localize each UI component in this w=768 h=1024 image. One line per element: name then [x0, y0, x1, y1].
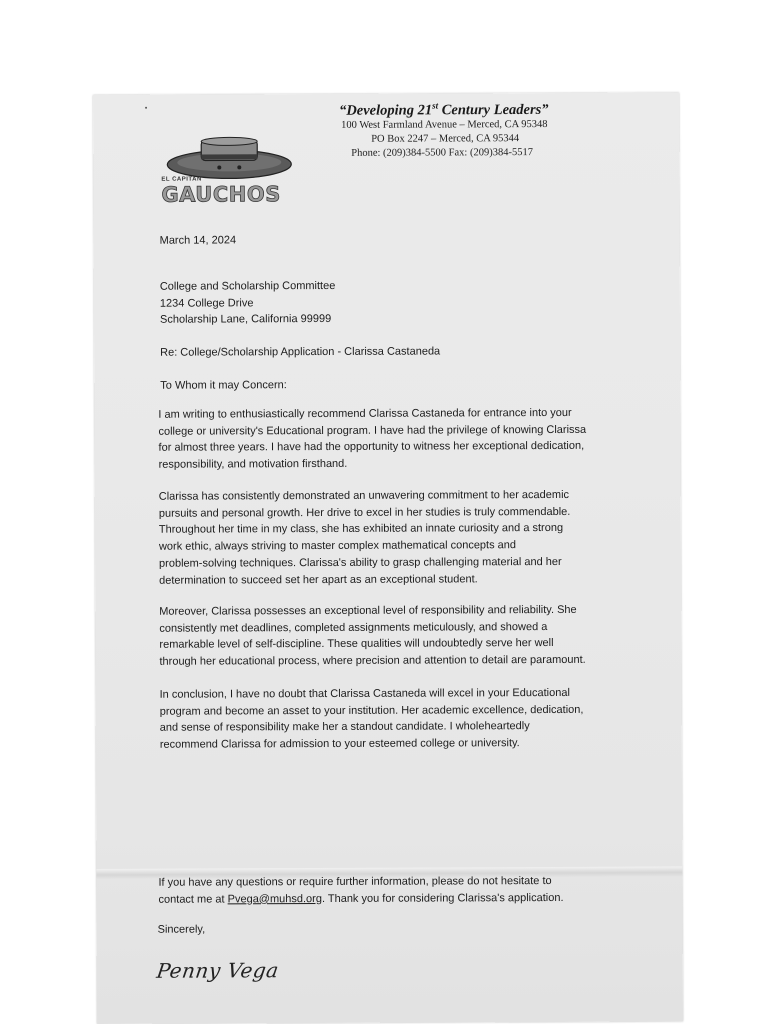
letter-sheet [93, 92, 683, 1024]
paragraph-line: and sense of responsibility make her a standout candidate. I wholeheartedly [159, 720, 530, 735]
paragraph-line: consistently met deadlines, completed assignments meticulously, and showed a [159, 620, 548, 635]
paragraph-line: Clarissa has consistently demonstrated an unwavering commitment to her academic [158, 488, 570, 503]
paragraph-line [158, 890, 563, 908]
paragraph-line: I am writing to enthusiastically recommend Clarissa Castaneda for entrance into your [158, 406, 572, 421]
body-paragraph-3 [159, 602, 586, 671]
paper-speck [145, 107, 147, 109]
paragraph-line: remarkable level of self-discipline. These qualities will undoubtedly serve her well [159, 637, 554, 652]
body-paragraph-1 [158, 405, 586, 474]
paragraph-line: Moreover, Clarissa possesses an exceptional level of responsibility and reliability. She [159, 603, 577, 618]
closing-text: contact me at [158, 893, 228, 906]
school-logo [161, 134, 297, 213]
paragraph-line: Throughout her time in my class, she has exhibited an innate curiosity and a strong [158, 522, 564, 537]
letterhead-po-box: PO Box 2247 – Merced, CA 95344 [371, 133, 520, 145]
closing-text-end: . Thank you for considering Clarissa's application. [321, 891, 564, 905]
sign-off: Sincerely, [157, 923, 206, 936]
paragraph-line: college or university's Educational program. I have had the privilege of knowing Clarissa [158, 423, 587, 438]
paragraph-line: responsibility, and motivation firsthand. [158, 458, 348, 471]
letterhead-street-address: 100 West Farmland Avenue – Merced, CA 95348 [341, 119, 548, 131]
paragraph-line: through her educational process, where precision and attention to detail are paramount. [159, 653, 586, 668]
salutation: To Whom it may Concern: [160, 379, 287, 392]
paragraph-line: program and become an asset to your institution. Her academic excellence, dedication, [159, 703, 584, 718]
motto-text-end: Century Leaders” [438, 101, 549, 119]
letterhead-motto [339, 100, 548, 120]
paragraph-line: work ethic, always striving to master complex mathematical concepts and [158, 539, 517, 553]
paragraph-line: for almost three years. I have had the opportunity to witness her exceptional dedication, [158, 440, 585, 455]
letterhead-phone-fax: Phone: (209)384-5500 Fax: (209)384-5517 [351, 147, 533, 159]
logo-wordmark: GAUCHOS [161, 182, 281, 207]
body-paragraph-2 [159, 487, 571, 589]
paragraph-line: pursuits and personal growth. Her drive to excel in her studies is truly commendable. [158, 505, 571, 520]
handwritten-signature: Penny Vega [155, 958, 281, 983]
logo-small-text: EL CAPITAN [161, 176, 202, 183]
email-link[interactable]: Pvega@muhsd.org [227, 892, 322, 906]
recipient-line: College and Scholarship Committee [159, 279, 336, 293]
paragraph-line: problem-solving techniques. Clarissa's ability to grasp challenging material and her [159, 555, 562, 570]
paragraph-line: recommend Clarissa for admission to your esteemed college or university. [159, 737, 520, 751]
body-paragraph-4 [160, 685, 584, 754]
closing-paragraph [158, 873, 563, 908]
motto-text: “Developing 21 [339, 102, 433, 119]
motto-superscript: st [432, 100, 439, 111]
re-line: Re: College/Scholarship Application - Clarissa Castaneda [160, 345, 441, 359]
letter-date: March 14, 2024 [159, 234, 237, 247]
paragraph-line: In conclusion, I have no doubt that Clarissa Castaneda will excel in your Educational [159, 686, 570, 701]
paragraph-line: determination to succeed set her apart as an exceptional student. [159, 572, 478, 587]
paragraph-line: If you have any questions or require further information, please do not hesitate to [158, 875, 552, 889]
recipient-line: 1234 College Drive [159, 297, 254, 310]
recipient-line: Scholarship Lane, California 99999 [159, 312, 332, 326]
